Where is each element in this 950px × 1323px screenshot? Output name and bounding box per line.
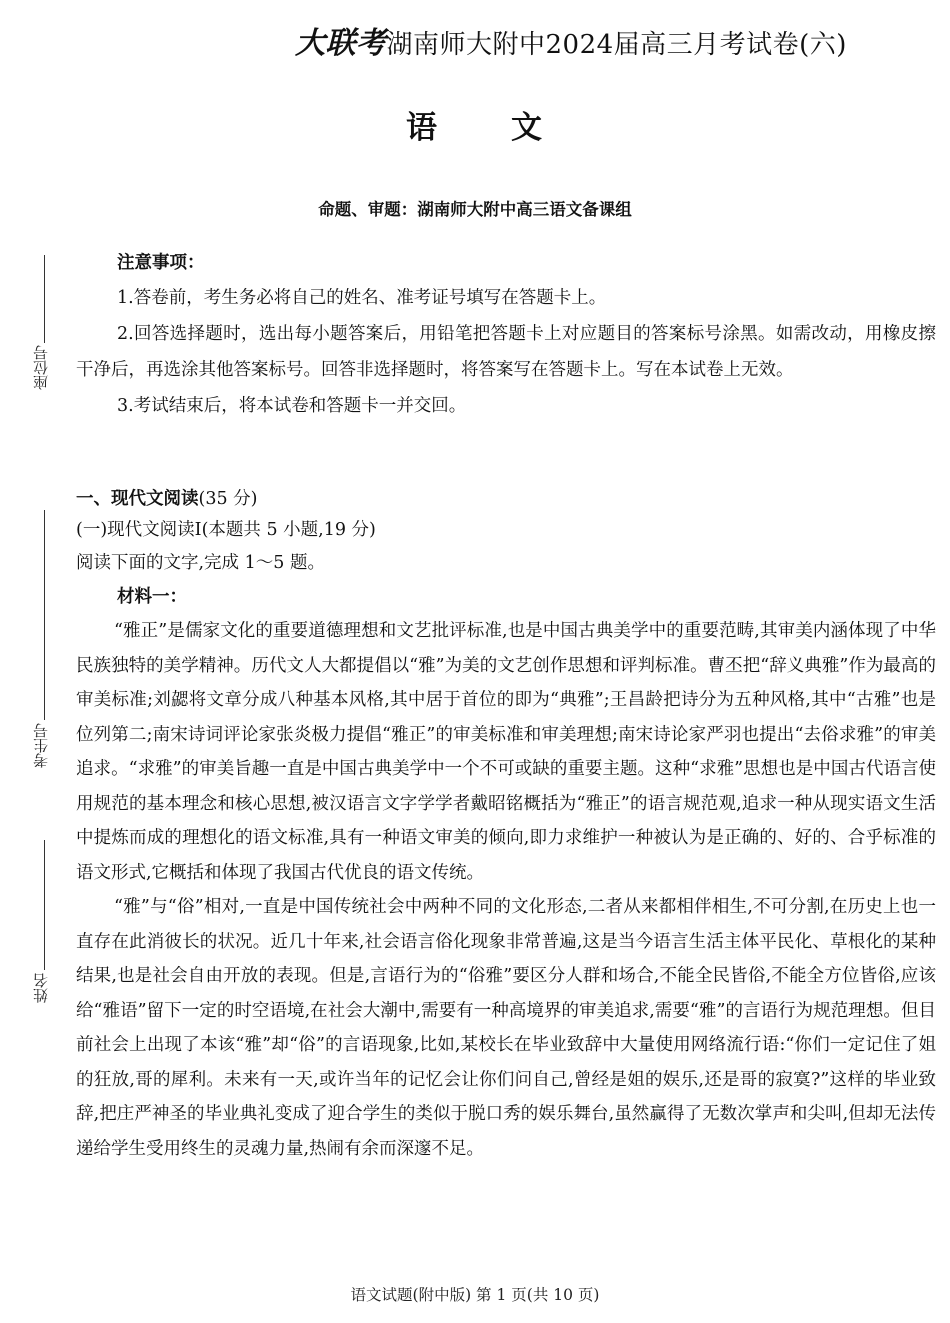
- subject-char-2: 文: [511, 110, 544, 146]
- exam-brand: 大联考: [295, 26, 387, 61]
- subject-char-1: 语: [406, 110, 439, 146]
- side-field-seat[interactable]: [18, 250, 58, 410]
- seat-write-line: [44, 255, 45, 343]
- side-field-name[interactable]: [18, 840, 58, 1020]
- page-footer: 语文试题(附中版) 第 1 页(共 10 页): [350, 1286, 600, 1304]
- note-item: 3.考试结束后，将本试卷和答题卡一并交回。: [117, 396, 467, 416]
- subject-title: [0, 102, 950, 147]
- note-item: 2.回答选择题时，选出每小题答案后，用铅笔把答题卡上对应题目的答案标号涂黑。如需改动，用橡皮擦干净后，再选涂其他答案标号。回答非选择题时，将答案写在答题卡上。写在本试卷上无效。: [76, 324, 936, 380]
- exam-title: [295, 18, 847, 62]
- authors-line: 命题、审题：湖南师大附中高三语文备课组: [318, 200, 632, 219]
- material-paragraph: “雅正”是儒家文化的重要道德理想和文艺批评标准,也是中国古典美学中的重要范畴,其审美内涵体现了中华民族独特的美学精神。历代文人大都提倡以“雅”为美的文艺创作思想和评判标准。曹丕把“辞义典雅”作为最高的审美标准;刘勰将文章分成八种基本风格,其中居于首位的即为“典雅”;王昌龄把诗分为五种风格,其中“古雅”也是位列第二;南宋诗词评论家张炎极力提倡“雅正”的审美标准和审美理想;南宋诗论家严羽也提出“去俗求雅”的审美追求。“求雅”的审美旨趣一直是中国古典美学中一个不可或缺的重要主题。这种“求雅”思想也是中国古代语言使用规范的基本理念和核心思想,被汉语言文字学学者戴昭铭概括为“雅正”的语言规范观,追求一种从现实语文生活中提炼而成的理想化的语文标准,具有一种语文审美的倾向,即力求维护一种被认为是正确的、好的、合乎标准的语文形式,它概括和体现了我国古代优良的语文传统。: [76, 621, 936, 883]
- exam-no-label: 考生号: [32, 723, 50, 768]
- section-points: (35 分): [198, 489, 258, 509]
- exam-no-write-line: [44, 510, 45, 720]
- material-paragraph: “雅”与“俗”相对,一直是中国传统社会中两种不同的文化形态,二者从来都相伴相生,不可分割,在历史上也一直存在此消彼长的状况。近几十年来,社会语言俗化现象非常普遍,这是当今语言生活主体平民化、草根化的某种结果,也是社会自由开放的表现。但是,言语行为的“俗雅”要区分人群和场合,不能全民皆俗,不能全方位皆俗,应该给“雅语”留下一定的时空语境,在社会大潮中,需要有一种高境界的审美追求,需要“雅”的言语行为规范理想。但目前社会上出现了本该“雅”却“俗”的言语现象,比如,某校长在毕业致辞中大量使用网络流行语:“你们一定记住了姐的狂放,哥的犀利。未来有一天,或许当年的记忆会让你们问自己,曾经是姐的娱乐,还是哥的寂寞?”这样的毕业致辞,把庄严神圣的毕业典礼变成了迎合学生的类似于脱口秀的娱乐舞台,虽然赢得了无数次掌声和尖叫,但却无法传递给学生受用终生的灵魂力量,热闹有余而深邃不足。: [76, 897, 936, 1159]
- section-title-text: 一、现代文阅读: [76, 489, 199, 509]
- material-heading: 材料一：: [117, 587, 187, 607]
- name-label: 姓名: [32, 973, 50, 1003]
- seat-label: 座位号: [32, 345, 50, 390]
- subsection-title: (一)现代文阅读Ⅰ(本题共 5 小题,19 分): [76, 520, 376, 540]
- notes-block: [76, 247, 936, 424]
- name-write-line: [44, 840, 45, 970]
- side-field-exam-no[interactable]: [18, 510, 58, 790]
- section-reading: [76, 484, 936, 1166]
- notes-heading: 注意事项：: [117, 253, 205, 273]
- note-item: 1.答卷前，考生务必将自己的姓名、准考证号填写在答题卡上。: [117, 288, 607, 308]
- exam-title-text: 湖南师大附中2024届高三月考试卷(六): [386, 30, 847, 60]
- reading-instruction: 阅读下面的文字,完成 1～5 题。: [76, 553, 325, 573]
- section-title: [76, 484, 936, 514]
